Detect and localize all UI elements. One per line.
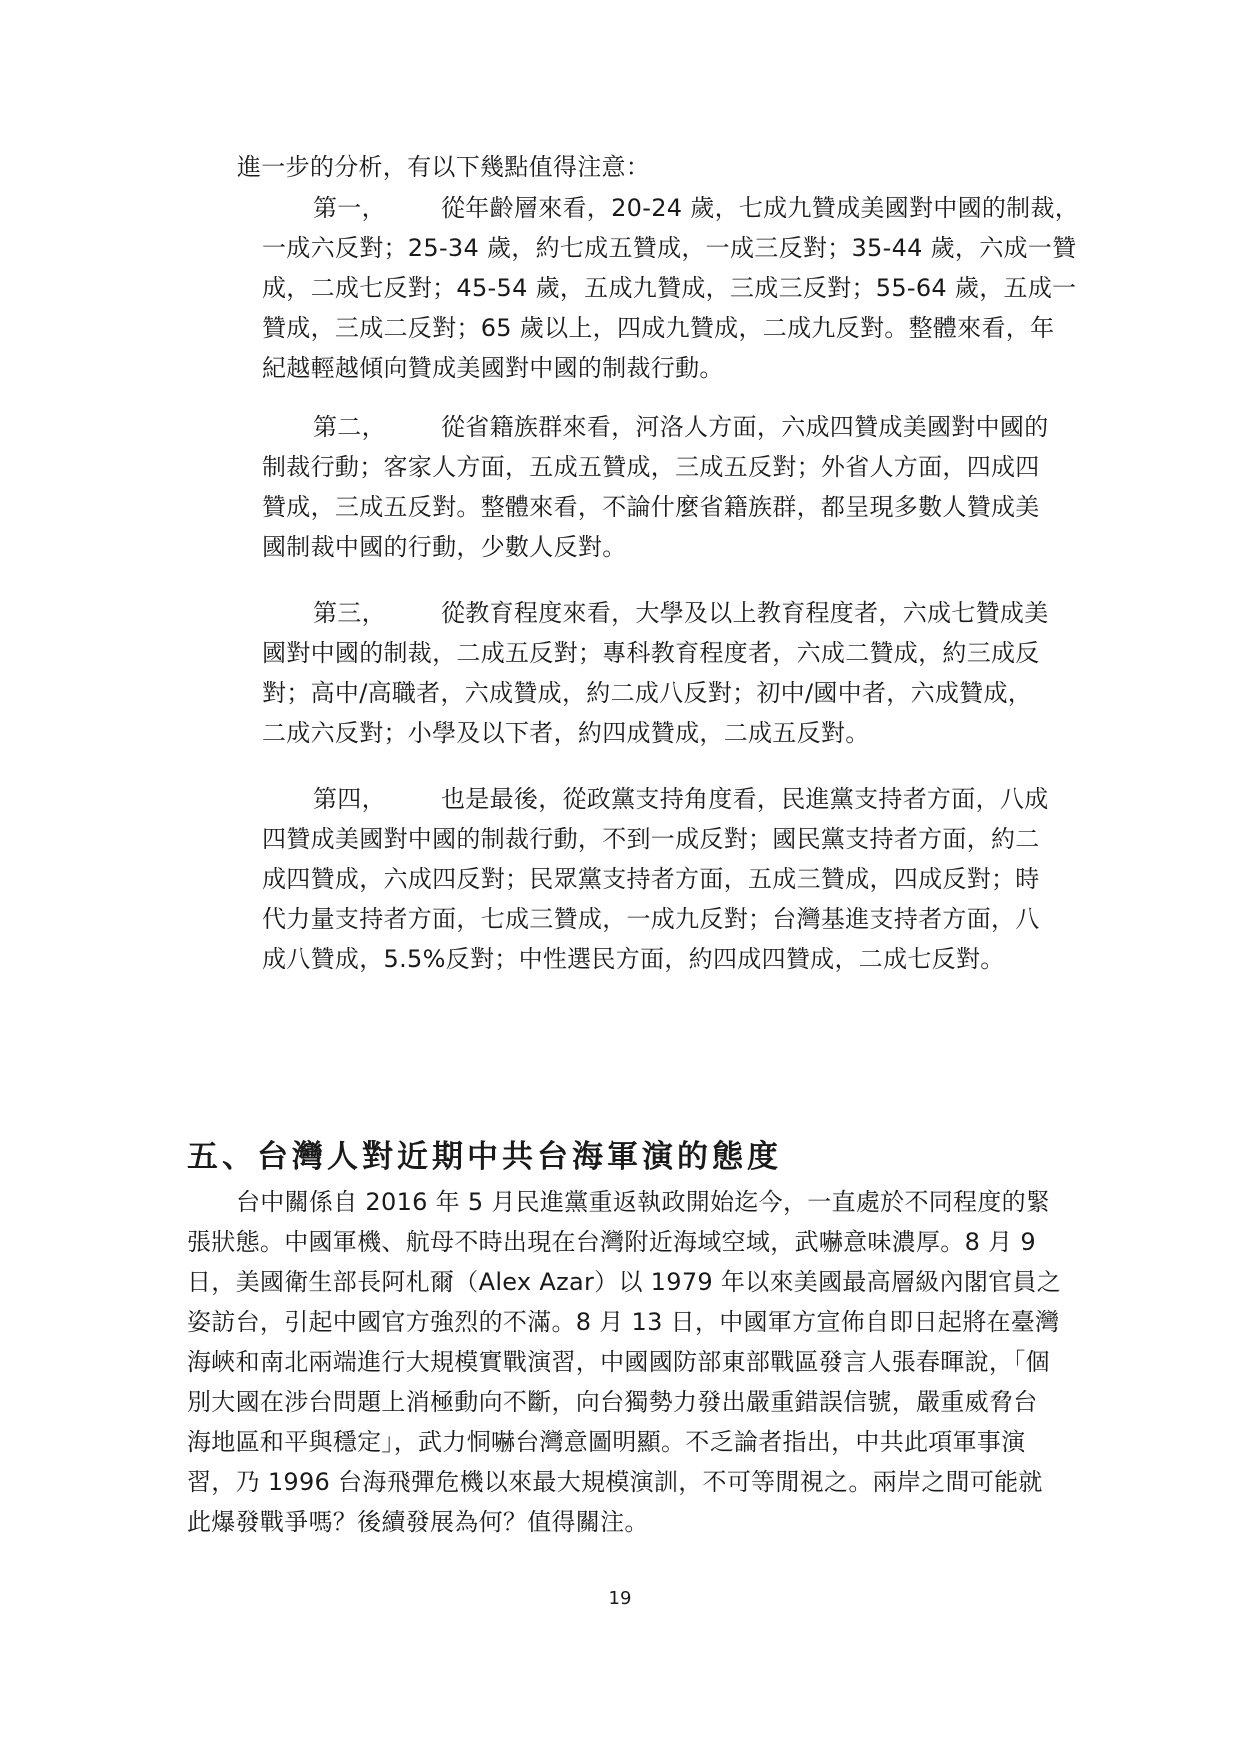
point-line: 贊成，三成五反對。整體來看，不論什麼省籍族群，都呈現多數人贊成美 bbox=[262, 493, 1040, 521]
paragraph-line: 日，美國衛生部長阿札爾（Alex Azar）以 1979 年以來美國最高層級內閣官員之 bbox=[187, 1268, 1062, 1296]
intro-text: 進一步的分析，有以下幾點值得注意： bbox=[237, 153, 651, 181]
point-third bbox=[262, 593, 1049, 753]
paragraph-line: 張狀態。中國軍機、航母不時出現在台灣附近海域空域，武嚇意味濃厚。8 月 9 bbox=[187, 1228, 1036, 1256]
point-line: 制裁行動；客家人方面，五成五贊成，三成五反對；外省人方面，四成四 bbox=[262, 453, 1040, 481]
point-line: 對；高中/高職者，六成贊成，約二成八反對；初中/國中者，六成贊成， bbox=[262, 679, 1033, 707]
point-line: 從教育程度來看，大學及以上教育程度者，六成七贊成美 bbox=[441, 599, 1049, 627]
point-line: 國制裁中國的行動，少數人反對。 bbox=[262, 533, 627, 561]
page-number: 19 bbox=[608, 1588, 632, 1609]
point-label: 第三， bbox=[313, 599, 386, 627]
point-line: 一成六反對；25-34 歲，約七成五贊成，一成三反對；35-44 歲，六成一贊 bbox=[262, 234, 1077, 262]
point-label: 第四， bbox=[313, 785, 386, 813]
point-line: 成四贊成，六成四反對；民眾黨支持者方面，五成三贊成，四成反對；時 bbox=[262, 865, 1040, 893]
paragraph-line: 海峽和南北兩端進行大規模實戰演習，中國國防部東部戰區發言人張春暉說，「個 bbox=[187, 1348, 1050, 1376]
paragraph-line: 海地區和平與穩定」，武力恫嚇台灣意圖明顯。不乏論者指出，中共此項軍事演 bbox=[187, 1428, 1026, 1456]
point-line: 四贊成美國對中國的制裁行動，不到一成反對；國民黨支持者方面，約二 bbox=[262, 825, 1040, 853]
paragraph-line: 此爆發戰爭嗎？後續發展為何？值得關注。 bbox=[187, 1508, 649, 1536]
point-line: 從省籍族群來看，河洛人方面，六成四贊成美國對中國的 bbox=[441, 413, 1049, 441]
point-line: 成八贊成，5.5%反對；中性選民方面，約四成四贊成，二成七反對。 bbox=[262, 945, 1005, 973]
section-heading: 五、台灣人對近期中共台海軍演的態度 bbox=[187, 1139, 782, 1175]
point-label: 第一， bbox=[313, 194, 386, 222]
point-line: 國對中國的制裁，二成五反對；專科教育程度者，六成二贊成，約三成反 bbox=[262, 639, 1040, 667]
point-second bbox=[262, 407, 1049, 567]
paragraph-line: 別大國在涉台問題上消極動向不斷，向台獨勢力發出嚴重錯誤信號，嚴重威脅台 bbox=[187, 1388, 1038, 1416]
point-line: 代力量支持者方面，七成三贊成，一成九反對；台灣基進支持者方面，八 bbox=[262, 905, 1040, 933]
paragraph-line: 台中關係自 2016 年 5 月民進黨重返執政開始迄今，一直處於不同程度的緊 bbox=[236, 1188, 1051, 1216]
point-label: 第二， bbox=[313, 413, 386, 441]
paragraph-line: 習，乃 1996 台海飛彈危機以來最大規模演訓，不可等閒視之。兩岸之間可能就 bbox=[187, 1468, 1043, 1496]
point-line: 從年齡層來看，20-24 歲，七成九贊成美國對中國的制裁， bbox=[441, 194, 1080, 222]
point-first bbox=[262, 188, 1080, 388]
point-line: 成，二成七反對；45-54 歲，五成九贊成，三成三反對；55-64 歲，五成一 bbox=[262, 274, 1077, 302]
point-fourth bbox=[262, 779, 1049, 979]
point-line: 紀越輕越傾向贊成美國對中國的制裁行動。 bbox=[262, 354, 724, 382]
point-line: 贊成，三成二反對；65 歲以上，四成九贊成，二成九反對。整體來看，年 bbox=[262, 314, 1055, 342]
paragraph-line: 姿訪台，引起中國官方強烈的不滿。8 月 13 日，中國軍方宣佈自即日起將在臺灣 bbox=[187, 1308, 1060, 1336]
section-paragraph bbox=[187, 1182, 1062, 1542]
point-line: 二成六反對；小學及以下者，約四成贊成，二成五反對。 bbox=[262, 719, 870, 747]
point-line: 也是最後，從政黨支持角度看，民進黨支持者方面，八成 bbox=[441, 785, 1049, 813]
